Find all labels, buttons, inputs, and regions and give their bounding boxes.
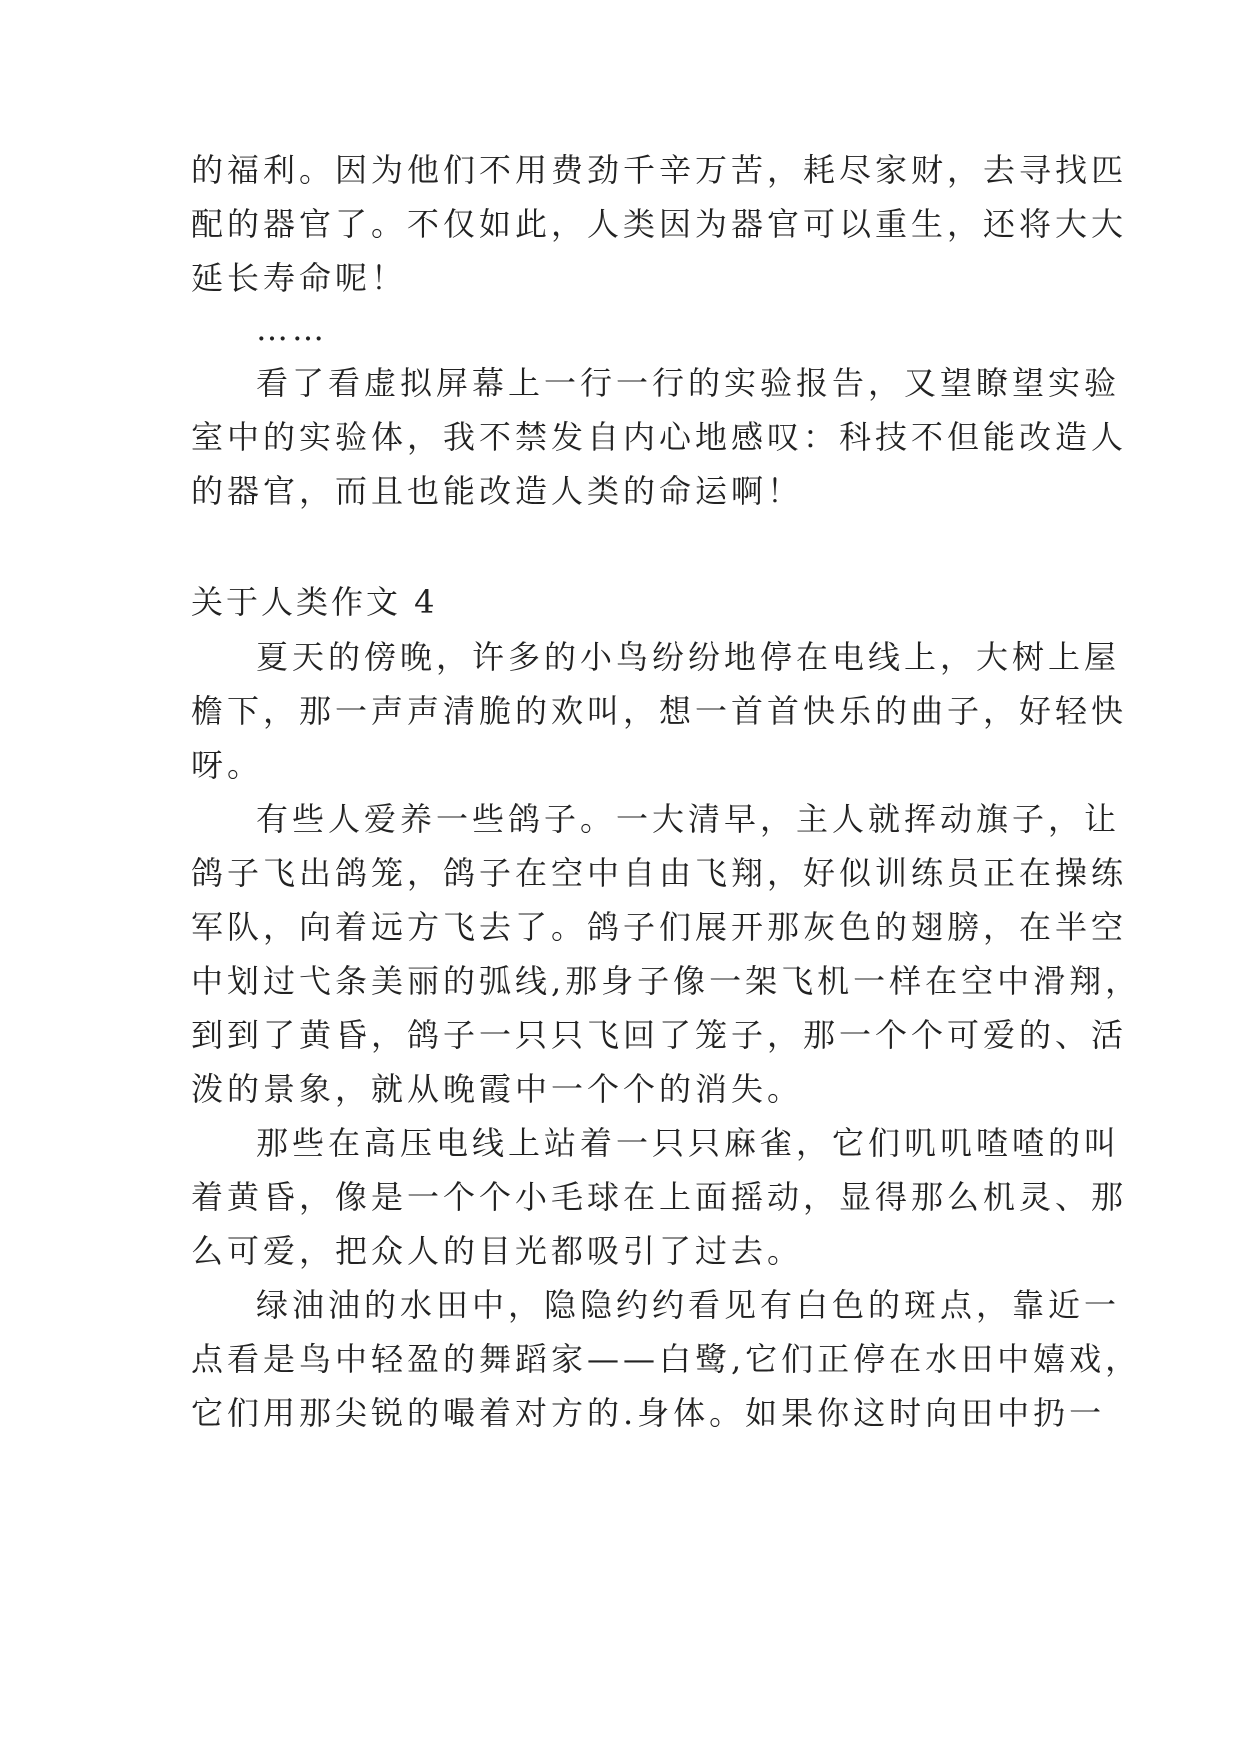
text-line: 军队，向着远方飞去了。鸽子们展开那灰色的翅膀，在半空 [191,908,1128,946]
text-line: 着黄昏，像是一个个小毛球在上面摇动，显得那么机灵、那 [191,1178,1128,1216]
paragraph-first-line: 夏天的傍晚，许多的小鸟纷纷地停在电线上，大树上屋 [256,638,1121,676]
text-line: 的器官，而且也能改造人类的命运啊！ [191,472,804,510]
text-line: 鸽子飞出鸽笼，鸽子在空中自由飞翔，好似训练员正在操练 [191,854,1128,892]
paragraph-first-line: 绿油油的水田中，隐隐约约看见有白色的斑点，靠近一 [256,1286,1121,1324]
text-line: 的福利。因为他们不用费劲千辛万苦，耗尽家财，去寻找匹 [191,151,1128,189]
text-line: 室中的实验体，我不禁发自内心地感叹：科技不但能改造人 [191,418,1128,456]
paragraph-first-line: 看了看虚拟屏幕上一行一行的实验报告，又望瞭望实验 [256,364,1121,402]
ellipsis-line: …… [256,310,328,348]
text-line: 点看是鸟中轻盈的舞蹈家——白鹭,它们正停在水田中嬉戏， [191,1340,1142,1378]
paragraph-first-line: 有些人爱养一些鸽子。一大清早，主人就挥动旗子，让 [256,800,1121,838]
text-line: 檐下，那一声声清脆的欢叫，想一首首快乐的曲子，好轻快 [191,692,1128,730]
text-line: 它们用那尖锐的嘬着对方的.身体。如果你这时向田中扔一 [191,1394,1106,1432]
text-line: 到到了黄昏，鸽子一只只飞回了笼子，那一个个可爱的、活 [191,1016,1128,1054]
text-line: 延长寿命呢！ [191,259,408,297]
text-line: 呀。 [191,746,264,784]
section-heading: 关于人类作文 4 [191,583,438,621]
paragraph-first-line: 那些在高压电线上站着一只只麻雀，它们叽叽喳喳的叫 [256,1124,1121,1162]
text-line: 配的器官了。不仅如此，人类因为器官可以重生，还将大大 [191,205,1128,243]
text-line: 泼的景象，就从晚霞中一个个的消失。 [191,1070,804,1108]
text-line: 么可爱，把众人的目光都吸引了过去。 [191,1232,804,1270]
text-line: 中划过弋条美丽的弧线,那身子像一架飞机一样在空中滑翔， [191,962,1142,1000]
